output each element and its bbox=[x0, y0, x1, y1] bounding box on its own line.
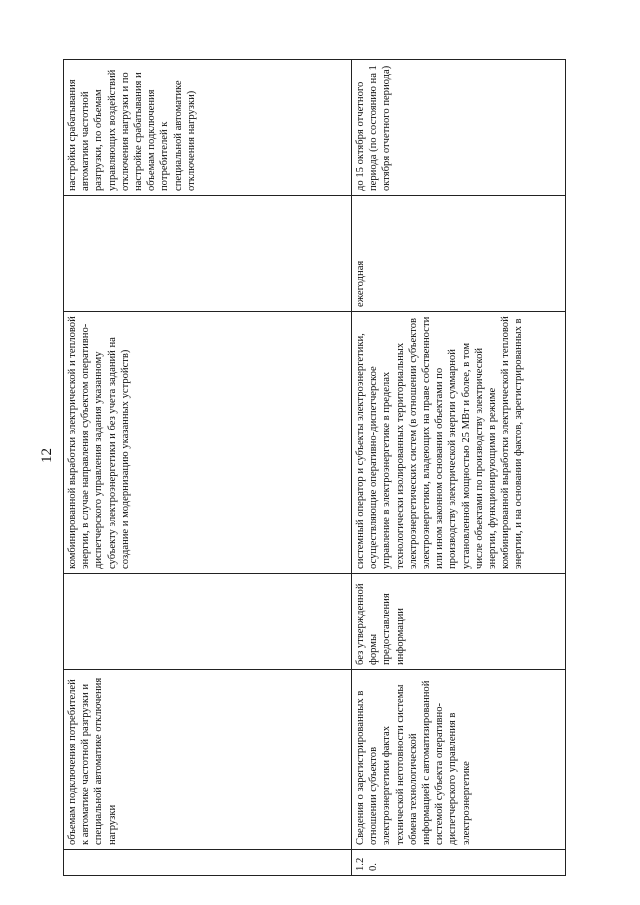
cell-frequency bbox=[64, 196, 352, 312]
cell-num bbox=[64, 850, 352, 876]
page-number: 12 bbox=[39, 448, 55, 463]
cell-num: 1.20. bbox=[352, 850, 566, 876]
cell-who: системный оператор и субъекты электроэнергетики, осуществляющие оперативно-диспетчерское управление в электроэнергетике в пределах технологически изолированных территориальных электроэнергетических систем (в отношении субъектов электроэнергетики, владеющих на праве собственности или ином законном основании объектами по производству электрической энергии суммарной установленной мощностью 25 МВт и более, в том числе объектами по производству электрической энергии, функционирующими в режиме комбинированной выработки электрической и тепловой энергии, и на основании фактов, зарегистрированных в bbox=[352, 312, 566, 574]
cell-name: объемам подключения потребителей к автоматике частотной разгрузки и специальной автоматике отключения нагрузки bbox=[64, 670, 352, 850]
cell-term: до 15 октября отчетного периода (по состоянию на 1 октября отчетного периода) bbox=[352, 60, 566, 196]
cell-who: комбинированной выработки электрической и тепловой энергии, в случае направления субъектом оперативно-диспетчерского управления задания указанному субъекту электроэнергетики и без учета заданий на создание и модернизацию указанных устройств) bbox=[64, 312, 352, 574]
cell-term: настройки срабатывания автоматики частотной разгрузки, по объемам управляющих воздействий отключения нагрузки и по настройке срабатывания и объемам подключения потребителей к специальной автоматике отключения нагрузки) bbox=[64, 60, 352, 196]
cell-frequency: ежегодная bbox=[352, 196, 566, 312]
cell-form: без утвержденной формы предоставления информации bbox=[352, 574, 566, 670]
cell-name: Сведения о зарегистрированных в отношении субъектов электроэнергетики фактах технической неготовности системы обмена технологической информацией с автоматизированной системой субъекта оперативно-диспетчерского управления в электроэнергетике bbox=[352, 670, 566, 850]
table-row bbox=[352, 60, 566, 876]
reporting-table bbox=[63, 59, 566, 876]
table-row bbox=[64, 60, 352, 876]
cell-form bbox=[64, 574, 352, 670]
rotated-table-container bbox=[63, 60, 565, 876]
